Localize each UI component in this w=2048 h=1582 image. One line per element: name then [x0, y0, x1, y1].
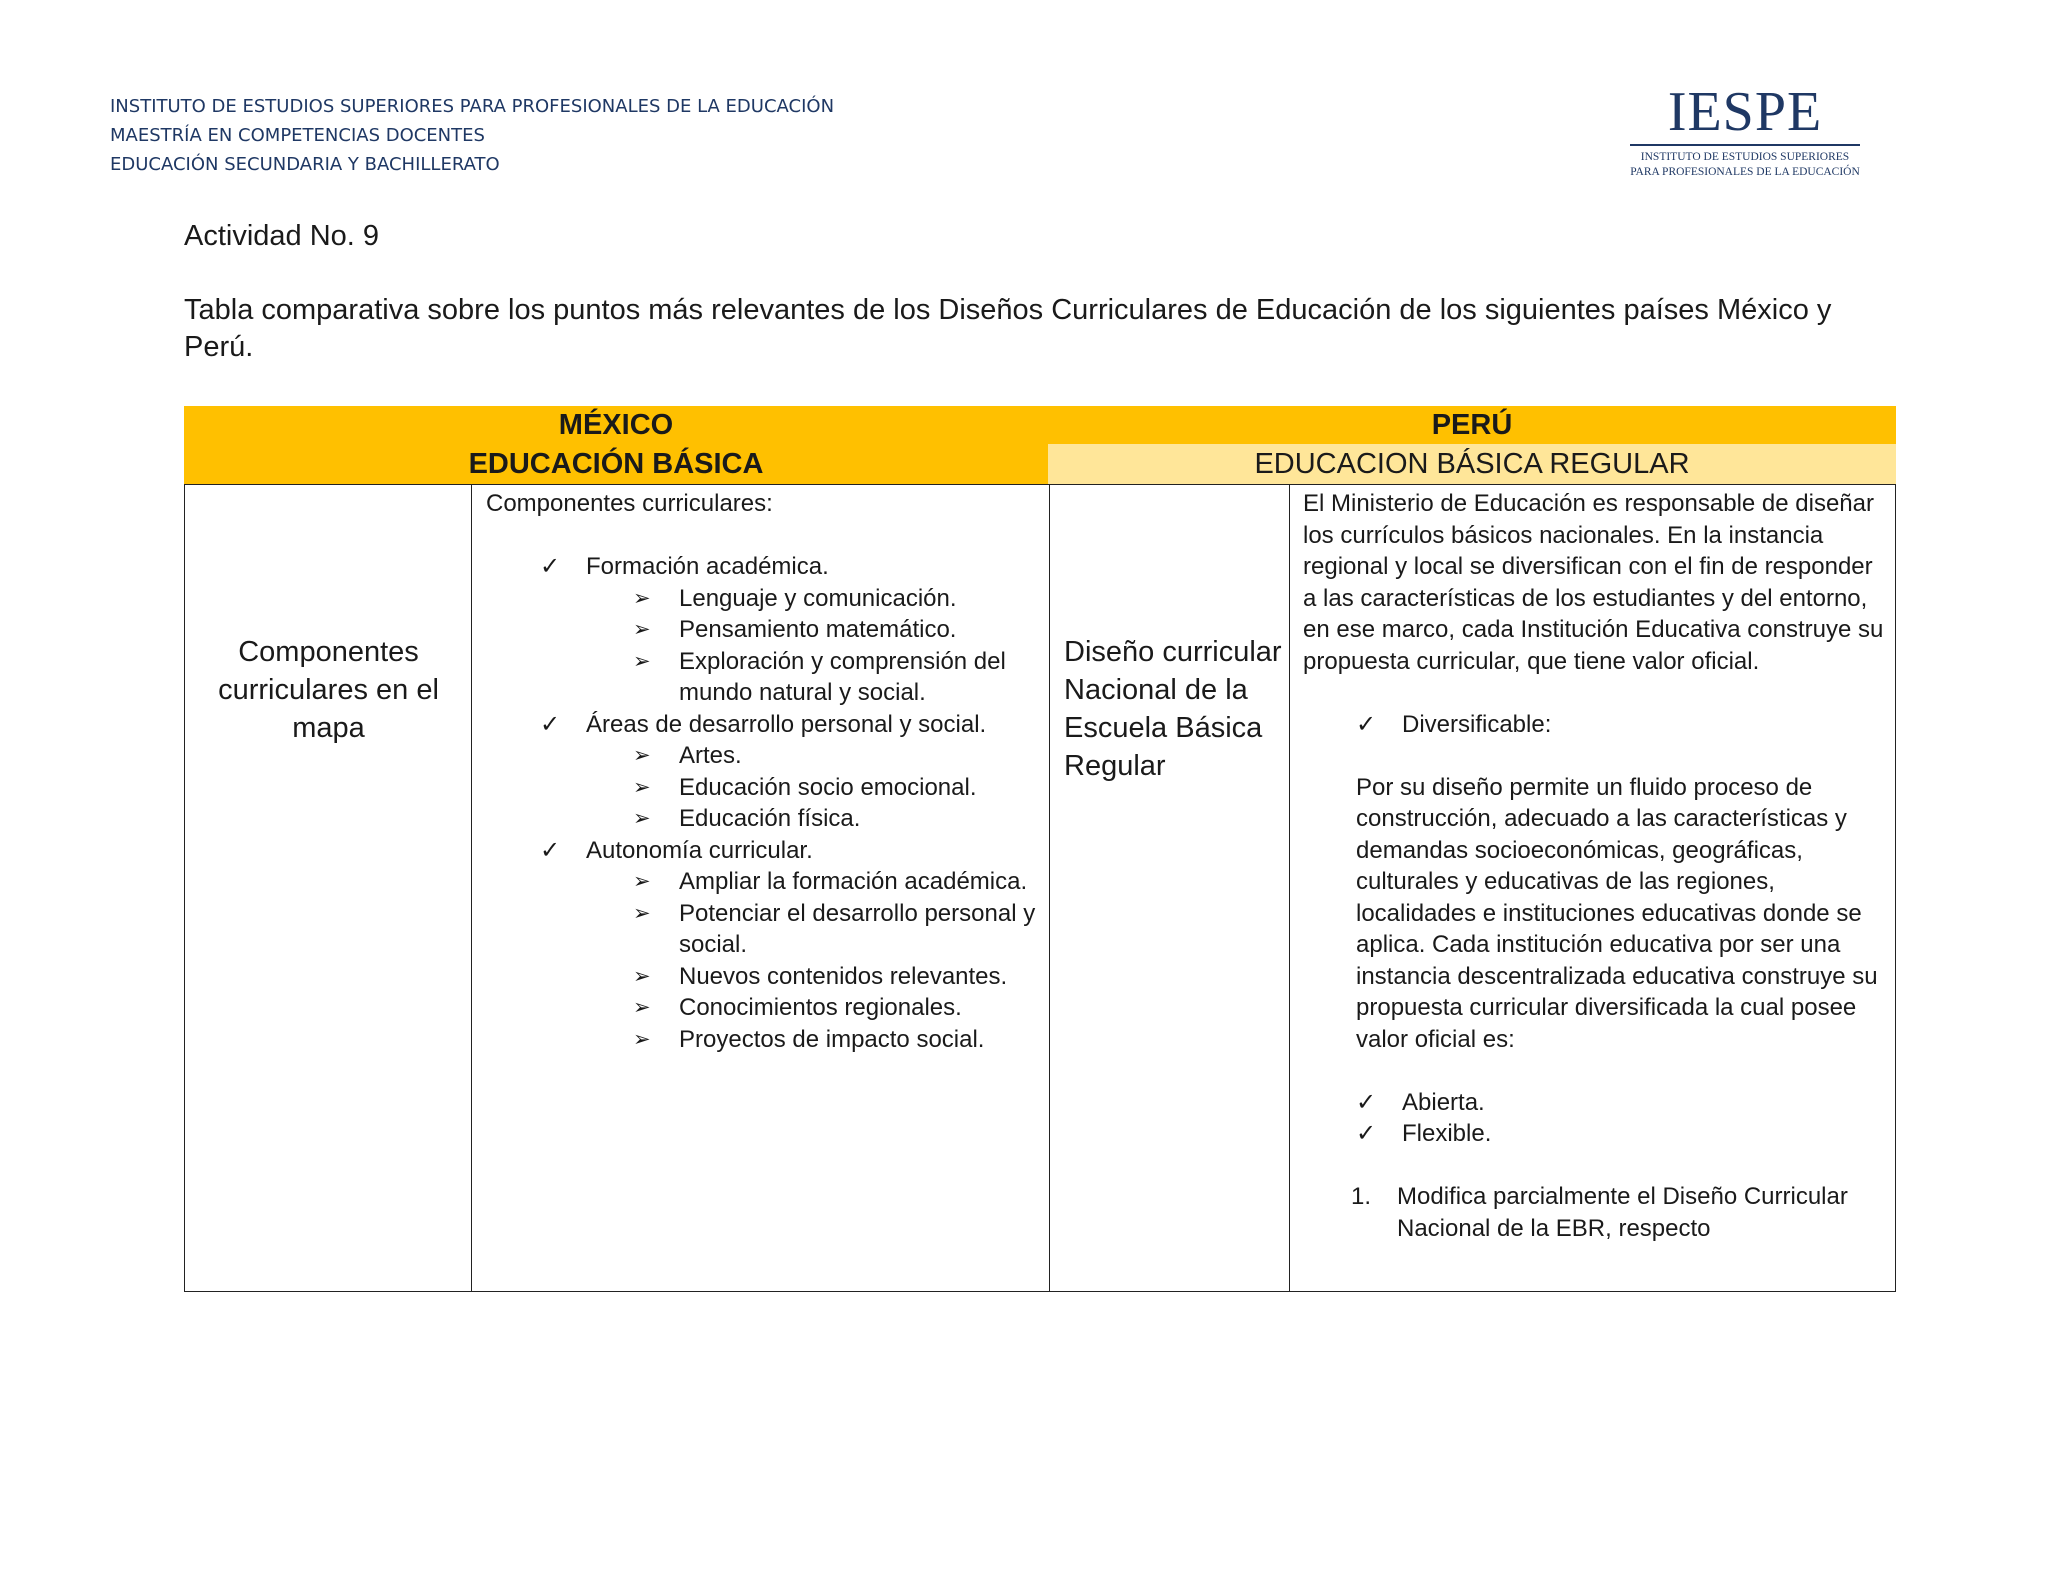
- logo-rule: [1630, 144, 1860, 146]
- arrow-bullet-icon: ➢: [633, 775, 651, 799]
- institution-header: [110, 92, 834, 179]
- list-item: ✓ Flexible.: [1303, 1118, 1888, 1150]
- level-header-mexico: EDUCACIÓN BÁSICA: [184, 444, 1048, 484]
- list-item: ✓ Áreas de desarrollo personal y social.: [486, 709, 1046, 741]
- checkmark-icon: ✓: [1356, 710, 1377, 738]
- arrow-bullet-icon: ➢: [633, 618, 651, 641]
- mexico-content-cell: [472, 485, 1050, 1291]
- mexico-row-label: Componentes curriculares en el mapa: [218, 636, 439, 744]
- document-subtitle: Tabla comparativa sobre los puntos más relevantes de los Diseños Curriculares de Educación de los siguientes países México y Perú.: [184, 294, 1832, 363]
- checkmark-icon: ✓: [540, 710, 561, 738]
- logo-wordmark: IESPE: [1667, 81, 1823, 143]
- arrow-bullet-icon: ➢: [633, 964, 651, 988]
- country-header-row: [184, 406, 1896, 444]
- list-item: ➢ Pensamiento matemático.: [486, 614, 1046, 646]
- arrow-bullet-icon: ➢: [633, 1027, 651, 1051]
- activity-title: Actividad No. 9: [184, 220, 380, 252]
- header-line-masters: MAESTRÍA EN COMPETENCIAS DOCENTES: [110, 125, 485, 146]
- list-item: ➢ Potenciar el desarrollo personal y social.: [633, 899, 1036, 958]
- list-item: ➢ Conocimientos regionales.: [486, 992, 1046, 1024]
- country-header-mexico: MÉXICO: [558, 408, 674, 441]
- arrow-bullet-icon: ➢: [633, 901, 651, 925]
- list-item: ➢ Ampliar la formación académica.: [486, 866, 1046, 898]
- list-item: ➢ Artes.: [486, 740, 1046, 772]
- list-item: ➢ Lenguaje y comunicación.: [486, 583, 1046, 615]
- peru-content-cell: [1290, 485, 1897, 1291]
- list-item: ✓ Diversificable:: [1303, 709, 1888, 741]
- mexico-label-cell: [185, 485, 472, 1291]
- list-item: ➢ Nuevos contenidos relevantes.: [486, 961, 1046, 993]
- level-header-row: [184, 444, 1896, 484]
- list-item: ✓ Autonomía curricular.: [486, 835, 1046, 867]
- list-item: ➢ Educación física.: [486, 803, 1046, 835]
- logo-subtitle-1: INSTITUTO DE ESTUDIOS SUPERIORES: [1640, 151, 1850, 163]
- list-item: ➢ Educación socio emocional.: [486, 772, 1046, 804]
- peru-diversificable-paragraph: Por su diseño permite un fluido proceso de construcción, adecuado a las características y demandas socioeconómicas, geográficas, culturales y educativas de las regiones, localidades e instituciones educativas donde se aplica. Cada institución educativa por ser una instancia descentralizada educativa construye su propuesta curricular diversificada la cual posee valor oficial es:: [1356, 773, 1878, 1053]
- peru-intro-paragraph: El Ministerio de Educación es responsable de diseñar los currículos básicos nacionales. En la instancia regional y local se diversifican con el fin de responder a las características de los estudiantes y del entorno, en ese marco, cada Institución Educativa construye su propuesta curricular, que tiene valor oficial.: [1303, 490, 1884, 675]
- checkmark-icon: ✓: [1356, 1088, 1377, 1116]
- arrow-bullet-icon: ➢: [633, 996, 651, 1019]
- comparison-table: [184, 484, 1896, 1292]
- header-line-institute: INSTITUTO DE ESTUDIOS SUPERIORES PARA PROFESIONALES DE LA EDUCACIÓN: [110, 96, 835, 117]
- country-header-peru: PERÚ: [1431, 408, 1513, 441]
- logo-subtitle-2: PARA PROFESIONALES DE LA EDUCACIÓN: [1630, 166, 1860, 178]
- arrow-bullet-icon: ➢: [633, 870, 651, 893]
- level-header-peru: EDUCACION BÁSICA REGULAR: [1048, 444, 1896, 484]
- arrow-bullet-icon: ➢: [633, 744, 651, 767]
- peru-row-label: Diseño curricular Nacional de la Escuela Básica Regular: [1064, 636, 1282, 782]
- list-item: ✓ Formación académica.: [486, 551, 1046, 583]
- numbered-item: 1. Modifica parcialmente el Diseño Curricular Nacional de la EBR, respecto: [1351, 1183, 1848, 1242]
- checkmark-icon: ✓: [540, 836, 561, 864]
- iespe-logo: [1620, 81, 1870, 180]
- checkmark-icon: ✓: [540, 553, 561, 580]
- mexico-content-title: Componentes curriculares:: [486, 490, 773, 517]
- list-item: ➢ Exploración y comprensión del mundo natural y social.: [633, 647, 1006, 706]
- checkmark-icon: ✓: [1356, 1120, 1377, 1147]
- item-number: 1.: [1351, 1183, 1372, 1210]
- arrow-bullet-icon: ➢: [633, 649, 651, 673]
- header-line-level: EDUCACIÓN SECUNDARIA Y BACHILLERATO: [110, 154, 500, 175]
- arrow-bullet-icon: ➢: [633, 807, 651, 830]
- peru-label-cell: [1050, 485, 1290, 1291]
- arrow-bullet-icon: ➢: [633, 586, 651, 610]
- list-item: ➢ Proyectos de impacto social.: [486, 1024, 1046, 1056]
- list-item: ✓ Abierta.: [1303, 1087, 1888, 1119]
